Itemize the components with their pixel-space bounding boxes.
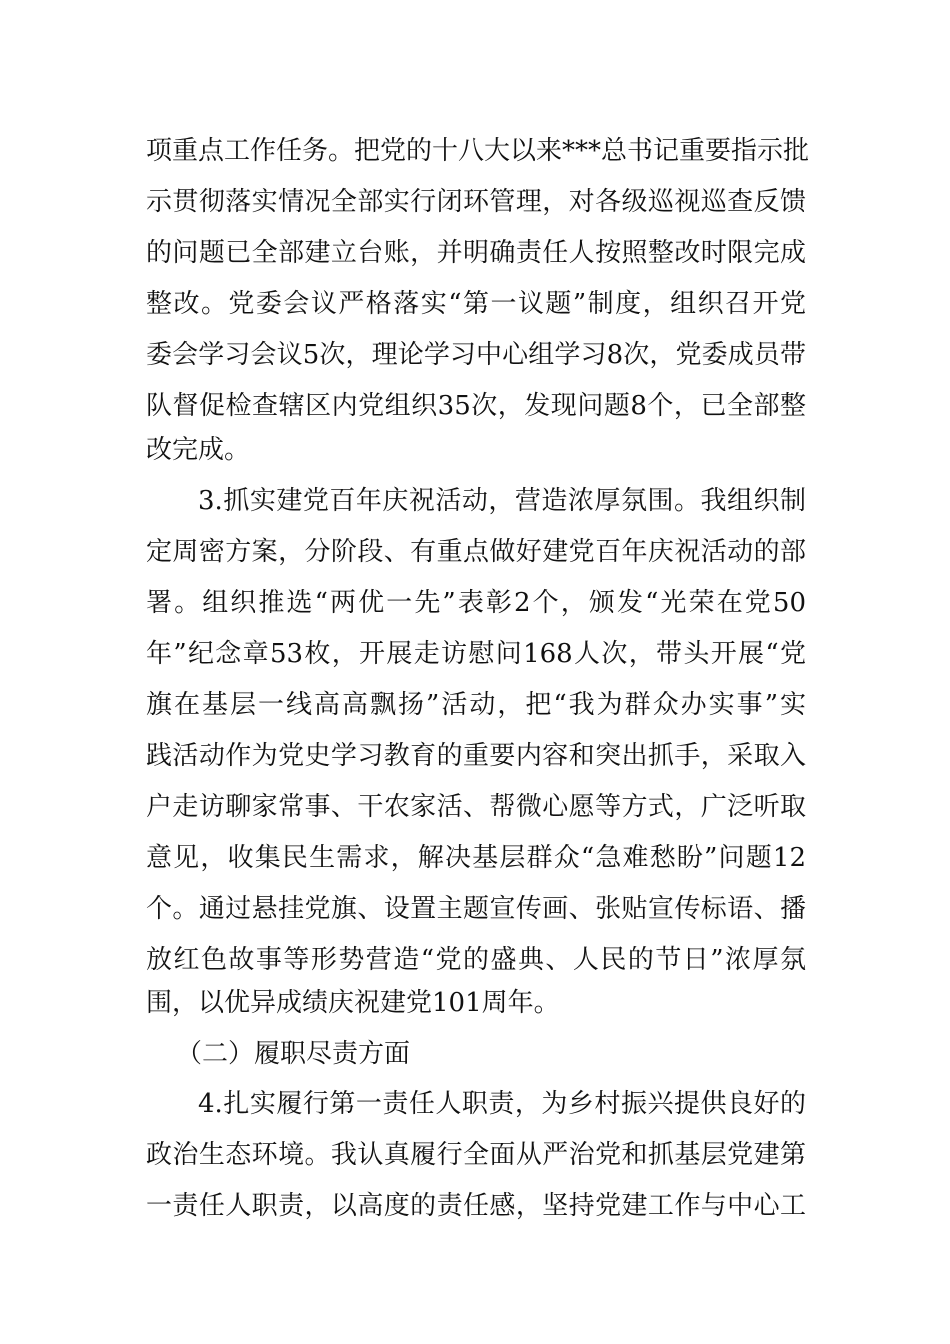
- text-line: 一责任人职责，以高度的责任感，坚持党建工作与中心工: [146, 1191, 806, 1221]
- text-line: 整改。党委会议严格落实“第一议题”制度，组织召开党: [146, 289, 806, 319]
- text-line: 个。通过悬挂党旗、设置主题宣传画、张贴宣传标语、播: [146, 894, 806, 924]
- text-line: 旗在基层一线高高飘扬”活动，把“我为群众办实事”实: [146, 690, 806, 720]
- section-heading: （二）履职尽责方面: [176, 1039, 411, 1069]
- text-line: 委会学习会议5次，理论学习中心组学习8次，党委成员带: [146, 340, 806, 370]
- text-line: 围，以优异成绩庆祝建党101周年。: [146, 988, 560, 1018]
- paragraph-start-line: 4.扎实履行第一责任人职责，为乡村振兴提供良好的: [198, 1089, 806, 1119]
- text-line: 队督促检查辖区内党组织35次，发现问题8个，已全部整: [146, 391, 806, 421]
- text-line: 年”纪念章53枚，开展走访慰问168人次，带头开展“党: [146, 639, 806, 669]
- text-line: 践活动作为党史学习教育的重要内容和突出抓手，采取入: [146, 741, 806, 771]
- text-line: 放红色故事等形势营造“党的盛典、人民的节日”浓厚氛: [146, 945, 806, 975]
- text-line: 改完成。: [146, 435, 251, 465]
- text-line: 定周密方案，分阶段、有重点做好建党百年庆祝活动的部: [146, 537, 806, 567]
- text-line: 项重点工作任务。把党的十八大以来***总书记重要指示批: [146, 136, 810, 166]
- text-line: 示贯彻落实情况全部实行闭环管理，对各级巡视巡查反馈: [146, 187, 806, 217]
- text-line: 意见，收集民生需求，解决基层群众“急难愁盼”问题12: [146, 843, 806, 873]
- text-line: 户走访聊家常事、干农家活、帮微心愿等方式，广泛听取: [146, 792, 806, 822]
- paragraph-start-line: 3.抓实建党百年庆祝活动，营造浓厚氛围。我组织制: [198, 486, 806, 516]
- text-line: 署。组织推选“两优一先”表彰2个，颁发“光荣在党50: [146, 588, 806, 618]
- text-line: 的问题已全部建立台账，并明确责任人按照整改时限完成: [146, 238, 806, 268]
- text-line: 政治生态环境。我认真履行全面从严治党和抓基层党建第: [146, 1140, 806, 1170]
